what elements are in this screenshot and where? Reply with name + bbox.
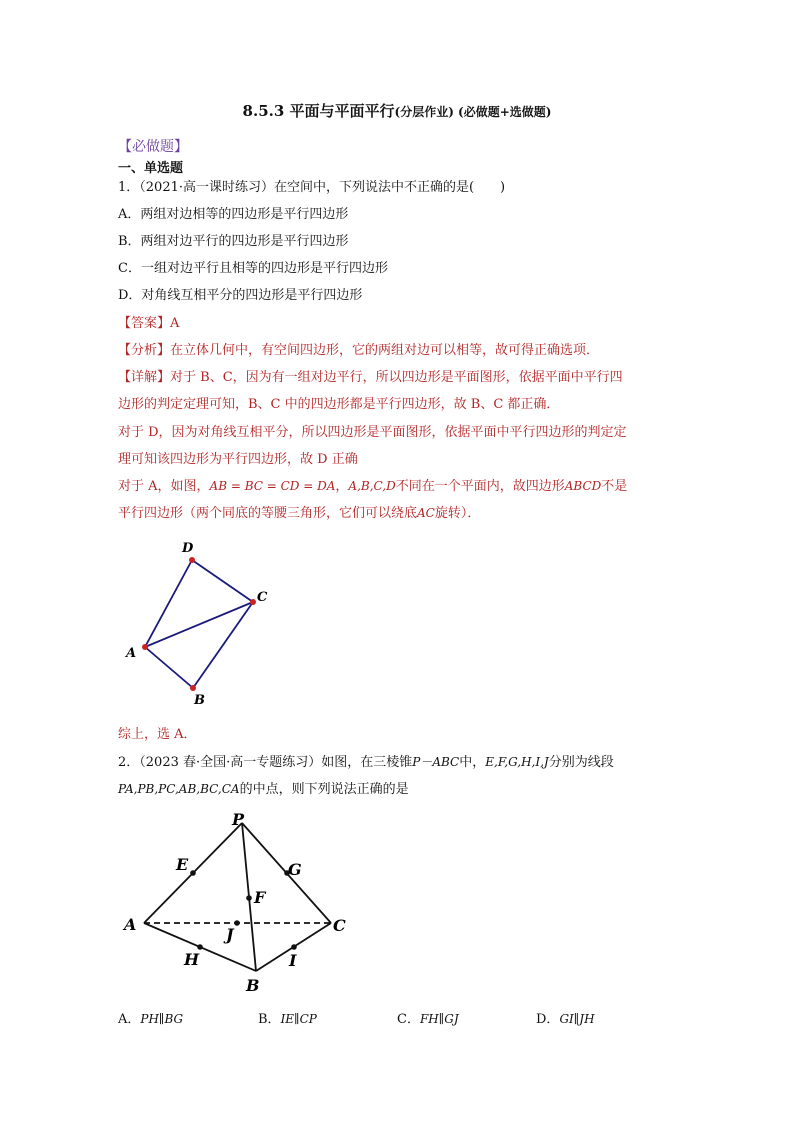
q2-figure [118,805,368,995]
point-b [190,685,196,691]
math-segment: AC [417,506,435,520]
math-points: E,F,G,H,I,J [485,755,549,769]
analysis-text: 在立体几何中，有空间四边形，它的两组对边可以相等，故可得正确选项． [170,343,600,358]
title-main: 8.5.3 平面与平面平行 [242,102,395,120]
q1-detail-line-3: 对于 D，因为对角线互相平分，所以四边形是平面图形，依据平面中平行四边形的判定定 [118,425,627,440]
text-fragment: 2．（2023 春·全国·高一专题练习）如图，在三棱锥 [118,755,413,770]
text-fragment: 旋转）． [434,506,481,521]
q1-conclusion: 综上，选 A． [118,727,197,742]
text-fragment: 不是 [601,479,628,494]
point-j [234,920,240,926]
label-i: I [289,951,297,970]
q2-stem-line-1 [118,751,614,770]
label-b: B [246,976,260,995]
q2-stem-line-2 [118,778,409,797]
q2-option-d [536,1008,595,1027]
point-f [246,895,252,901]
text-fragment: 分别为线段 [548,755,614,770]
option-math: IE∥CP [280,1012,317,1026]
label-g: G [288,860,302,879]
point-e [190,870,196,876]
subsection-heading: 一、单选题 [118,161,184,176]
option-math: FH∥GJ [419,1012,459,1026]
label-e: E [176,855,189,874]
option-label: C． [397,1012,420,1027]
q2-option-a [118,1008,183,1027]
point-c [250,599,256,605]
point-a [142,644,148,650]
q1-option-a: A．两组对边相等的四边形是平行四边形 [118,207,349,222]
text-fragment: 的中点，则下列说法正确的是 [239,782,409,797]
answer-tag: 【答案】 [118,316,171,331]
title-sub: (分层作业) (必做题+选做题) [394,105,552,119]
q1-option-d: D．对角线互相平分的四边形是平行四边形 [118,288,363,303]
label-b: B [194,693,205,708]
text-fragment: 对于 A，如图， [118,479,210,494]
point-h [197,944,203,950]
q1-stem: 1．（2021·高一课时练习）在空间中，下列说法中不正确的是( ) [118,180,506,195]
text-fragment: 平行四边形（两个同底的等腰三角形，它们可以绕底 [118,506,418,521]
math-equation: AB = BC = CD = DA [209,479,336,493]
math-points: A,B,C,D [348,479,396,493]
label-c: C [257,590,268,605]
q1-detail-line-4: 理可知该四边形为平行四边形，故 D 正确 [118,452,358,467]
q1-option-b: B．两组对边平行的四边形是平行四边形 [118,234,349,249]
q1-detail-line-2: 边形的判定定理可知，B、C 中的四边形都是平行四边形，故 B、C 都正确． [118,397,560,412]
math-pyramid: P－ABC [412,755,460,769]
text-fragment: 不同在一个平面内，故四边形 [395,479,565,494]
label-a: A [124,915,137,934]
edge-ab [145,647,193,688]
q1-figure [118,535,288,715]
text-fragment: ， [335,479,349,494]
option-math: GI∥JH [559,1012,595,1026]
q1-detail-line-5 [118,475,627,494]
point-i [291,944,297,950]
label-f: F [254,888,266,907]
q1-option-c: C．一组对边平行且相等的四边形是平行四边形 [118,261,388,276]
detail-text-1: 对于 B、C，因为有一组对边平行，所以四边形是平面图形，依据平面中平行四 [170,370,623,385]
q1-answer [118,312,179,331]
q2-option-b [258,1008,317,1027]
page-title [0,100,794,121]
math-quad: ABCD [564,479,602,493]
option-label: D． [536,1012,560,1027]
section-tag: 【必做题】 [118,139,188,155]
option-label: A． [118,1012,141,1027]
label-d: D [182,541,194,556]
q2-option-c [397,1008,459,1027]
point-d [189,557,195,563]
text-fragment: 中， [459,755,486,770]
label-c: C [333,916,346,935]
label-h: H [184,950,200,969]
option-label: B． [258,1012,281,1027]
label-j: J [226,925,234,944]
option-math: PH∥BG [140,1012,184,1026]
q1-analysis [118,339,599,358]
q1-detail-line-6 [118,502,480,521]
math-segments: PA,PB,PC,AB,BC,CA [118,782,240,796]
label-a: A [126,646,137,661]
q1-detail-line-1 [118,366,623,385]
edge-ad [145,560,192,647]
detail-tag: 【详解】 [118,370,171,385]
analysis-tag: 【分析】 [118,343,171,358]
label-p: P [232,810,245,829]
answer-value: A [170,316,180,331]
edge-dc [192,560,253,602]
